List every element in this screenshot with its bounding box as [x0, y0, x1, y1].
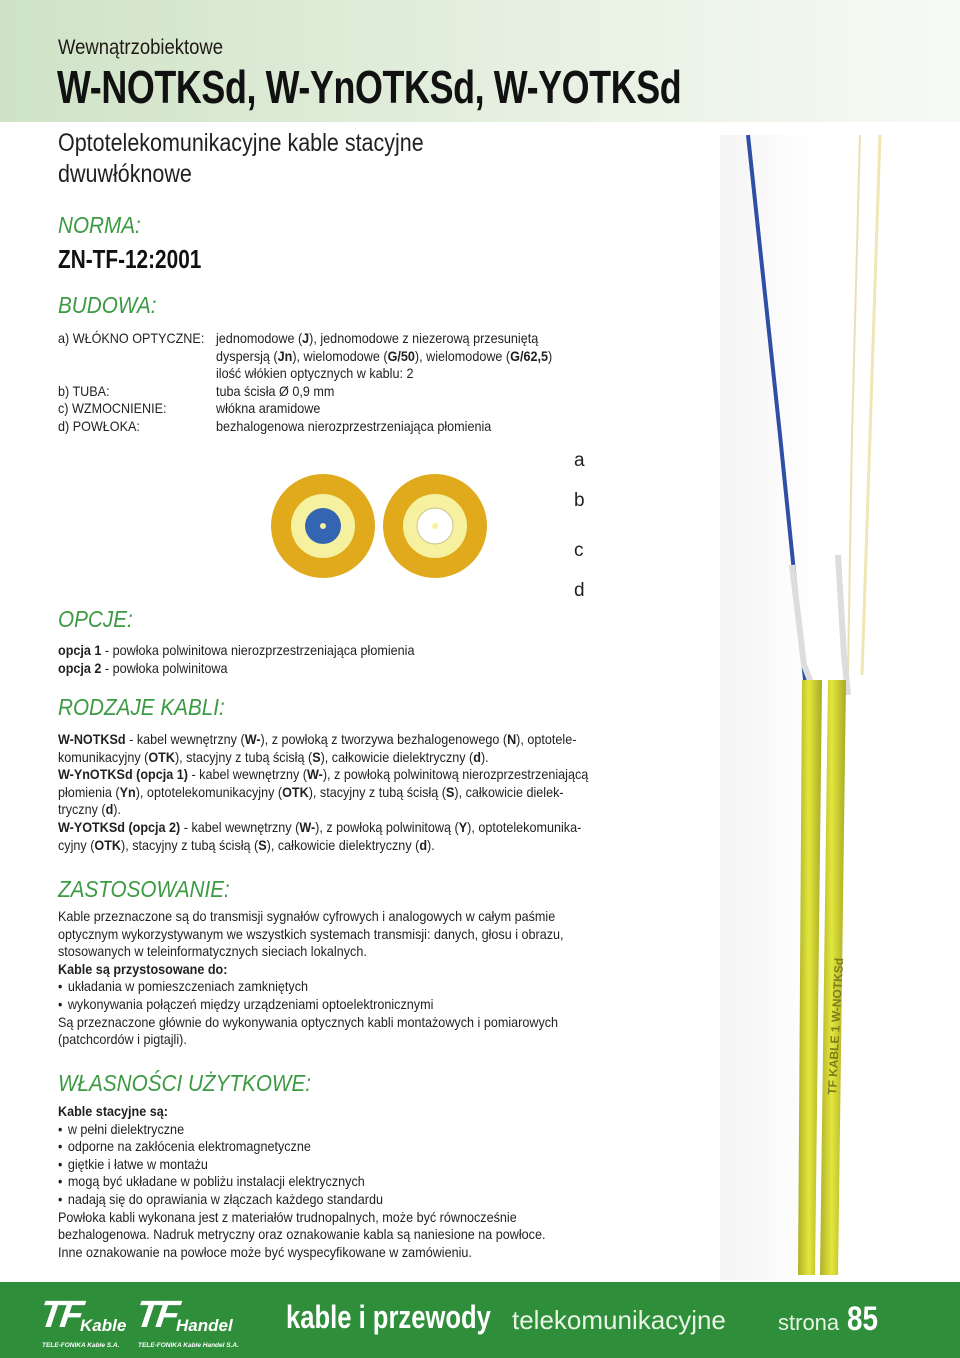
option-item: [58, 660, 535, 678]
footer-title-light: telekomunikacyjne: [512, 1305, 726, 1335]
diagram-label-d: d: [574, 580, 585, 601]
page-label: strona: [778, 1310, 840, 1335]
text-line: tryczny (d).: [58, 801, 122, 818]
spec-row: [58, 348, 618, 366]
diagram-label-b: b: [574, 490, 585, 511]
logo-tf-kable: [37, 1294, 127, 1349]
text-line: optycznym wykorzystywanym we wszystkich systemach transmisji: danych, głosu i obrazu,: [58, 925, 564, 942]
text-subheading: Kable są przystosowane do:: [58, 960, 228, 977]
aramid-yarn: [838, 555, 848, 695]
option-text: - powłoka polwinitowa nierozprzestrzeniająca płomienia: [101, 642, 415, 658]
spec-label: b) TUBA:: [58, 382, 110, 399]
text-line: Powłoka kabli wykonana jest z materiałów trudnopalnych, może być równocześnie: [58, 1208, 517, 1225]
spec-value: bezhalogenowa nierozprzestrzeniająca płomienia: [216, 417, 492, 434]
budowa-heading: BUDOWA:: [58, 292, 157, 318]
logo-company: TELE-FONIKA Kable Handel S.A.: [138, 1342, 239, 1349]
page-title: W-NOTKSd, W-YnOTKSd, W-YOTKSd: [57, 61, 682, 113]
text-line: W-YOTKSd (opcja 2) - kabel wewnętrzny (W-), z powłoką polwinitową (Y), optotelekomunika-: [58, 818, 582, 835]
spec-row: [58, 383, 618, 401]
norma-value: ZN-TF-12:2001: [58, 244, 202, 274]
norma-heading: NORMA:: [58, 212, 141, 238]
option-item: [58, 642, 535, 660]
bullet-item: • wykonywania połączeń między urządzeniami optoelektronicznymi: [58, 996, 535, 1014]
opcje-heading: OPCJE:: [58, 606, 133, 632]
text-line: W-YnOTKSd (opcja 1) - kabel wewnętrzny (W-), z powłoką polwinitową nierozprzestrzeniającą: [58, 766, 589, 783]
logo-brand: Kable: [80, 1316, 127, 1335]
fiber-core-left: [320, 523, 326, 529]
diagram-label-c: c: [574, 540, 584, 561]
logo-company: TELE-FONIKA Kable S.A.: [42, 1342, 120, 1349]
cable-jacket-left: [798, 680, 822, 1275]
text-line: cyjny (OTK), stacyjny z tubą ścisłą (S), całkowicie dielektryczny (d).: [58, 836, 435, 853]
spec-row: [58, 400, 618, 418]
spec-row: [58, 330, 618, 348]
spec-value: tuba ścisła Ø 0,9 mm: [216, 382, 335, 399]
spec-value: włókna aramidowe: [216, 400, 321, 417]
text-line: Kable przeznaczone są do transmisji sygnałów cyfrowych i analogowych w całym paśmie: [58, 908, 556, 924]
subtitle-line-1: Optotelekomunikacyjne kable stacyjne: [58, 129, 424, 157]
page-number: 85: [847, 1300, 879, 1338]
application-text: [58, 908, 588, 1049]
bullet-item: • giętkie i łatwe w montażu: [58, 1156, 535, 1174]
cable-photo: [720, 135, 960, 1280]
logo-tf-handel: [133, 1294, 239, 1349]
spec-label: c) WZMOCNIENIE:: [58, 400, 167, 417]
cable-print: TF KABLE 1 W-NOTKSd: [825, 957, 847, 1096]
bare-fiber-right: [862, 135, 880, 675]
cable-types-text: [58, 731, 588, 854]
footer-title-bold: kable i przewody: [286, 1299, 491, 1335]
bullet-item: • układania w pomieszczeniach zamkniętych: [58, 978, 535, 996]
text-line: komunikacyjny (OTK), stacyjny z tubą ścisłą (S), całkowicie dielektryczny (d).: [58, 748, 489, 765]
bare-fiber-strand: [848, 135, 860, 675]
spec-label: d) POWŁOKA:: [58, 417, 140, 434]
text-line: stosowanych w teleinformatycznych sieciach lokalnych.: [58, 943, 367, 960]
cable-cross-section-diagram: [270, 434, 600, 614]
header-band: [0, 0, 960, 122]
footer-title: [286, 1299, 726, 1336]
page-indicator: [778, 1300, 885, 1339]
wlasnosci-heading: WŁASNOŚCI UŻYTKOWE:: [58, 1070, 312, 1096]
fiber-core-right: [432, 523, 438, 529]
option-name: opcja 1: [58, 642, 102, 658]
spec-value: dyspersją (Jn), wielomodowe (G/50), wielomodowe (G/62,5): [216, 347, 553, 364]
zastosowanie-heading: ZASTOSOWANIE:: [58, 876, 230, 902]
logo-brand: Handel: [176, 1316, 233, 1335]
text-line: W-NOTKSd - kabel wewnętrzny (W-), z powłoką z tworzywa bezhalogenowego (N), optotele-: [58, 731, 577, 747]
category-kicker: Wewnątrzobiektowe: [58, 36, 224, 59]
properties-text: [58, 1103, 588, 1261]
footer-band: [0, 1282, 960, 1358]
bullet-item: • w pełni dielektryczne: [58, 1121, 535, 1139]
spec-value: jednomodowe (J), jednomodowe z niezerową przesuniętą: [216, 330, 539, 346]
subtitle: [58, 128, 424, 190]
spec-label: a) WŁÓKNO OPTYCZNE:: [58, 330, 205, 346]
bullet-item: • mogą być układane w pobliżu instalacji elektrycznych: [58, 1173, 535, 1191]
diagram-label-a: a: [574, 450, 585, 471]
logo-mark: TF: [133, 1294, 180, 1336]
spec-row: [58, 418, 618, 436]
text-subheading: Kable stacyjne są:: [58, 1103, 168, 1119]
text-line: (patchcordów i pigtajli).: [58, 1031, 187, 1048]
spec-value: ilość włókien optycznych w kablu: 2: [216, 365, 414, 382]
spec-row: [58, 365, 618, 383]
text-line: bezhalogenowa. Nadruk metryczny oraz oznakowanie kabla są naniesione na powłoce.: [58, 1226, 546, 1243]
text-line: Inne oznakowanie na powłoce może być wyspecyfikowane w zamówieniu.: [58, 1243, 472, 1260]
options-list: [58, 642, 588, 677]
text-line: Są przeznaczone głównie do wykonywania optycznych kabli montażowych i pomiarowych: [58, 1013, 559, 1030]
rodzaje-heading: RODZAJE KABLI:: [58, 694, 225, 720]
option-text: - powłoka polwinitowa: [101, 659, 228, 676]
option-name: opcja 2: [58, 659, 102, 676]
construction-spec: [58, 330, 618, 436]
subtitle-line-2: dwuwłóknowe: [58, 160, 192, 188]
bullet-item: • odporne na zakłócenia elektromagnetyczne: [58, 1138, 535, 1156]
logo-mark: TF: [37, 1294, 84, 1336]
bullet-item: • nadają się do oprawiania w złączach każdego standardu: [58, 1191, 535, 1209]
text-line: płomienia (Yn), optotelekomunikacyjny (OTK), stacyjny z tubą ścisłą (S), całkowicie dielek-: [58, 783, 564, 800]
